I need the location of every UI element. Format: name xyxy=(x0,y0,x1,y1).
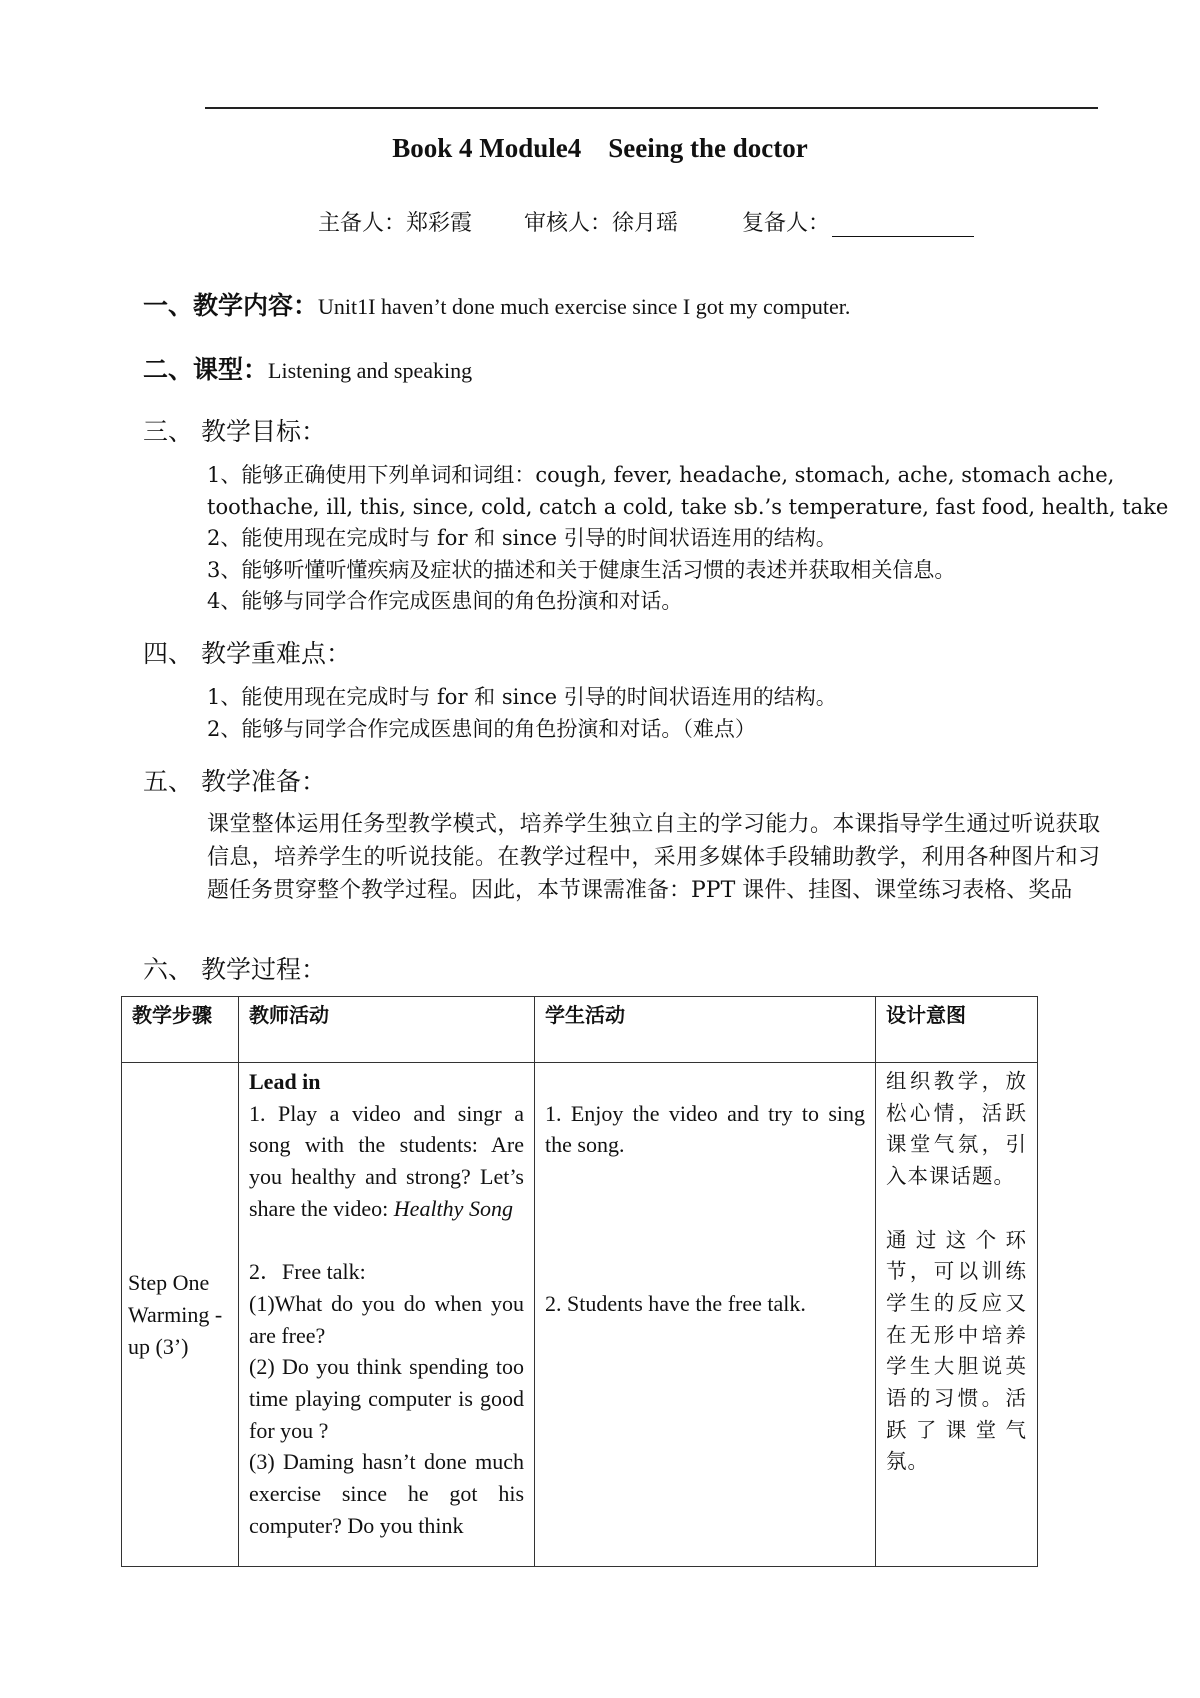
header-design: 设计意图 xyxy=(876,997,1038,1063)
section-6-label: 六、 教学过程： xyxy=(143,955,326,984)
section-5-label: 五、 教学准备： xyxy=(143,767,326,796)
reviser-label: 复备人： xyxy=(742,211,831,236)
lead-in-heading: Lead in xyxy=(249,1069,321,1094)
objectives-list xyxy=(207,460,1169,618)
planner-label: 主备人：郑彩霞 xyxy=(318,211,473,236)
list-item: 2、能使用现在完成时与 for 和 since 引导的时间状语连用的结构。 xyxy=(207,526,837,550)
teacher-item-1-text: 1. Play a video and singr a song with the students: Are you healthy and strong? Let’s share the video: xyxy=(249,1100,524,1221)
header-step: 教学步骤 xyxy=(122,997,239,1063)
section-3-label: 三、 教学目标： xyxy=(143,417,326,446)
list-item: 1、能够正确使用下列单词和词组：cough, fever, headache, stomach, ache, stomach ache, xyxy=(207,463,1115,487)
student-cell xyxy=(535,1063,876,1567)
step-cell xyxy=(122,1063,239,1567)
reviser-blank xyxy=(832,216,974,237)
design-cell xyxy=(876,1063,1038,1567)
document-title: Book 4 Module4 Seeing the doctor xyxy=(392,133,808,163)
section-2-text: Listening and speaking xyxy=(268,358,473,383)
reviewer-label: 审核人：徐月瑶 xyxy=(524,211,679,236)
list-item: toothache, ill, this, since, cold, catch a cold, take sb.’s temperature, fast food, health, take xyxy=(207,494,1169,519)
teacher-item-1 xyxy=(249,1098,524,1225)
list-item: 4、能够与同学合作完成医患间的角色扮演和对话。 xyxy=(207,589,683,613)
table-row xyxy=(122,1063,1038,1567)
header-teacher: 教师活动 xyxy=(239,997,535,1063)
key-points-list xyxy=(207,682,1100,745)
process-table xyxy=(121,996,1038,1567)
section-4-heading xyxy=(143,634,351,670)
student-item-1: 1. Enjoy the video and try to sing the song. xyxy=(545,1100,865,1158)
teacher-item-2-title: 2．Free talk: xyxy=(249,1259,366,1285)
design-intent-2: 通过这个环节，可以训练学生的反应又在无形中培养学生大胆说英语的习惯。活跃了课堂气氛。 xyxy=(886,1227,1027,1474)
section-1 xyxy=(143,286,850,322)
list-item: 2、能够与同学合作完成医患间的角色扮演和对话。（难点） xyxy=(207,716,756,741)
authors-line xyxy=(318,206,974,237)
song-title: Healthy Song xyxy=(393,1195,513,1221)
step-label: Step One Warming -up (3’) xyxy=(128,1270,223,1359)
section-5-heading xyxy=(143,762,326,798)
section-2 xyxy=(143,350,472,386)
section-4-label: 四、 教学重难点： xyxy=(143,639,351,668)
teacher-question-1: (1)What do you do when you are free? xyxy=(249,1290,524,1348)
section-3-heading xyxy=(143,412,326,448)
teacher-question-2: (2) Do you think spending too time playing computer is good for you ? xyxy=(249,1354,524,1443)
section-1-label: 一、教学内容： xyxy=(143,291,319,320)
section-6-heading xyxy=(143,950,326,986)
preparation-paragraph: 课堂整体运用任务型教学模式，培养学生独立自主的学习能力。本课指导学生通过听说获取信息，培养学生的听说技能。在教学过程中，采用多媒体手段辅助教学，利用各种图片和习题任务贯穿整个教学过程。因此，本节课需准备：PPT 课件、挂图、课堂练习表格、奖品 xyxy=(207,812,1100,903)
table-header-row xyxy=(122,997,1038,1063)
section-2-label: 二、课型： xyxy=(143,355,269,384)
design-intent-1: 组织教学，放松心情，活跃课堂气氛，引入本课话题。 xyxy=(886,1069,1027,1189)
list-item: 3、能够听懂听懂疾病及症状的描述和关于健康生活习惯的表述并获取相关信息。 xyxy=(207,557,956,582)
list-item: 1、能使用现在完成时与 for 和 since 引导的时间状语连用的结构。 xyxy=(207,685,837,709)
header-student: 学生活动 xyxy=(535,997,876,1063)
section-1-text: Unit1I haven’t done much exercise since I got my computer. xyxy=(318,294,851,319)
student-item-2: 2. Students have the free talk. xyxy=(545,1290,806,1316)
teacher-question-3: (3) Daming hasn’t done much exercise since he got his computer? Do you think xyxy=(249,1449,524,1538)
header-rule xyxy=(205,107,1098,109)
teacher-cell xyxy=(239,1063,535,1567)
